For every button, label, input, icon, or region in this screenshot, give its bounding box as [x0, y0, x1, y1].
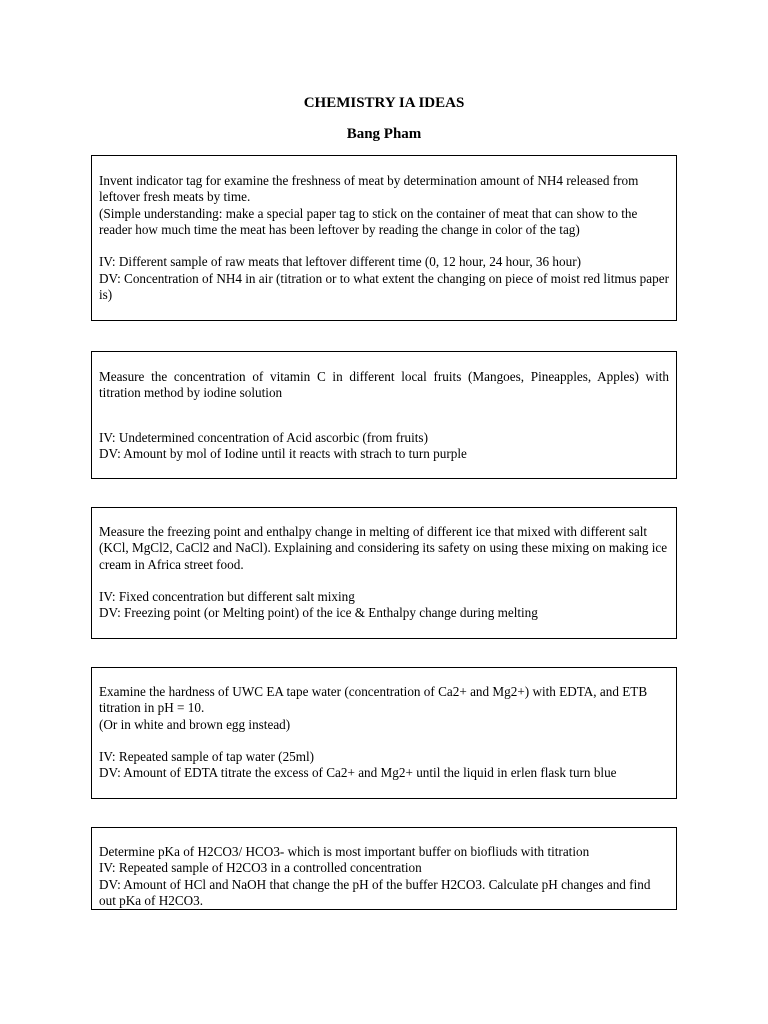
independent-variable: IV: Different sample of raw meats that leftover different time (0, 12 hour, 24 hour, 36 hour) — [99, 254, 581, 270]
dependent-variable: DV: Amount by mol of Iodine until it reacts with strach to turn purple — [99, 445, 467, 461]
idea-box-meat-freshness — [91, 155, 677, 321]
spacer — [99, 238, 669, 254]
spacer — [99, 402, 669, 430]
idea-description: Determine pKa of H2CO3/ HCO3- which is most important buffer on biofliuds with titration — [99, 844, 590, 859]
idea-description: Invent indicator tag for examine the freshness of meat by determination amount of NH4 released from leftover fresh meats by time. — [99, 173, 639, 205]
spacer — [99, 573, 669, 589]
independent-variable: IV: Fixed concentration but different salt mixing — [99, 589, 355, 605]
idea-description: Examine the hardness of UWC EA tape water (concentration of Ca2+ and Mg2+) with EDTA, and ETB titration in pH = 10. — [99, 684, 648, 716]
dependent-variable: DV: Amount of EDTA titrate the excess of Ca2+ and Mg2+ until the liquid in erlen flask turn blue — [99, 765, 617, 781]
document-title: CHEMISTRY IA IDEAS — [303, 95, 465, 111]
idea-box-pka-buffer — [91, 827, 677, 910]
dependent-variable: DV: Freezing point (or Melting point) of the ice & Enthalpy change during melting — [99, 605, 538, 621]
idea-box-water-hardness — [91, 667, 677, 799]
idea-note: (Simple understanding: make a special paper tag to stick on the container of meat that can show to the reader how much time the meat has been leftover by reading the change in color of the tag) — [99, 205, 638, 237]
idea-box-freezing-point — [91, 507, 677, 639]
dependent-variable: DV: Amount of HCl and NaOH that change the pH of the buffer H2CO3. Calculate pH changes and find out pKa of H2CO3. — [99, 876, 651, 908]
author-name: Bang Pham — [346, 126, 422, 142]
independent-variable: IV: Undetermined concentration of Acid ascorbic (from fruits) — [99, 429, 428, 445]
idea-box-vitamin-c — [91, 351, 677, 479]
spacer — [99, 733, 669, 749]
idea-description: Measure the concentration of vitamin C in different local fruits (Mangoes, Pineapples, Apples) with titration method by iodine solution — [99, 369, 669, 401]
independent-variable: IV: Repeated sample of H2CO3 in a controlled concentration — [99, 860, 422, 876]
independent-variable: IV: Repeated sample of tap water (25ml) — [99, 749, 315, 765]
idea-note: (Or in white and brown egg instead) — [99, 716, 291, 732]
idea-description: Measure the freezing point and enthalpy change in melting of different ice that mixed with different salt (KCl, MgCl2, CaCl2 and NaCl). Explaining and considering its safety on using these mixing on making ice cream in Africa street food. — [99, 524, 668, 572]
dependent-variable: DV: Concentration of NH4 in air (titration or to what extent the changing on piece of moist red litmus paper is) — [99, 270, 669, 303]
